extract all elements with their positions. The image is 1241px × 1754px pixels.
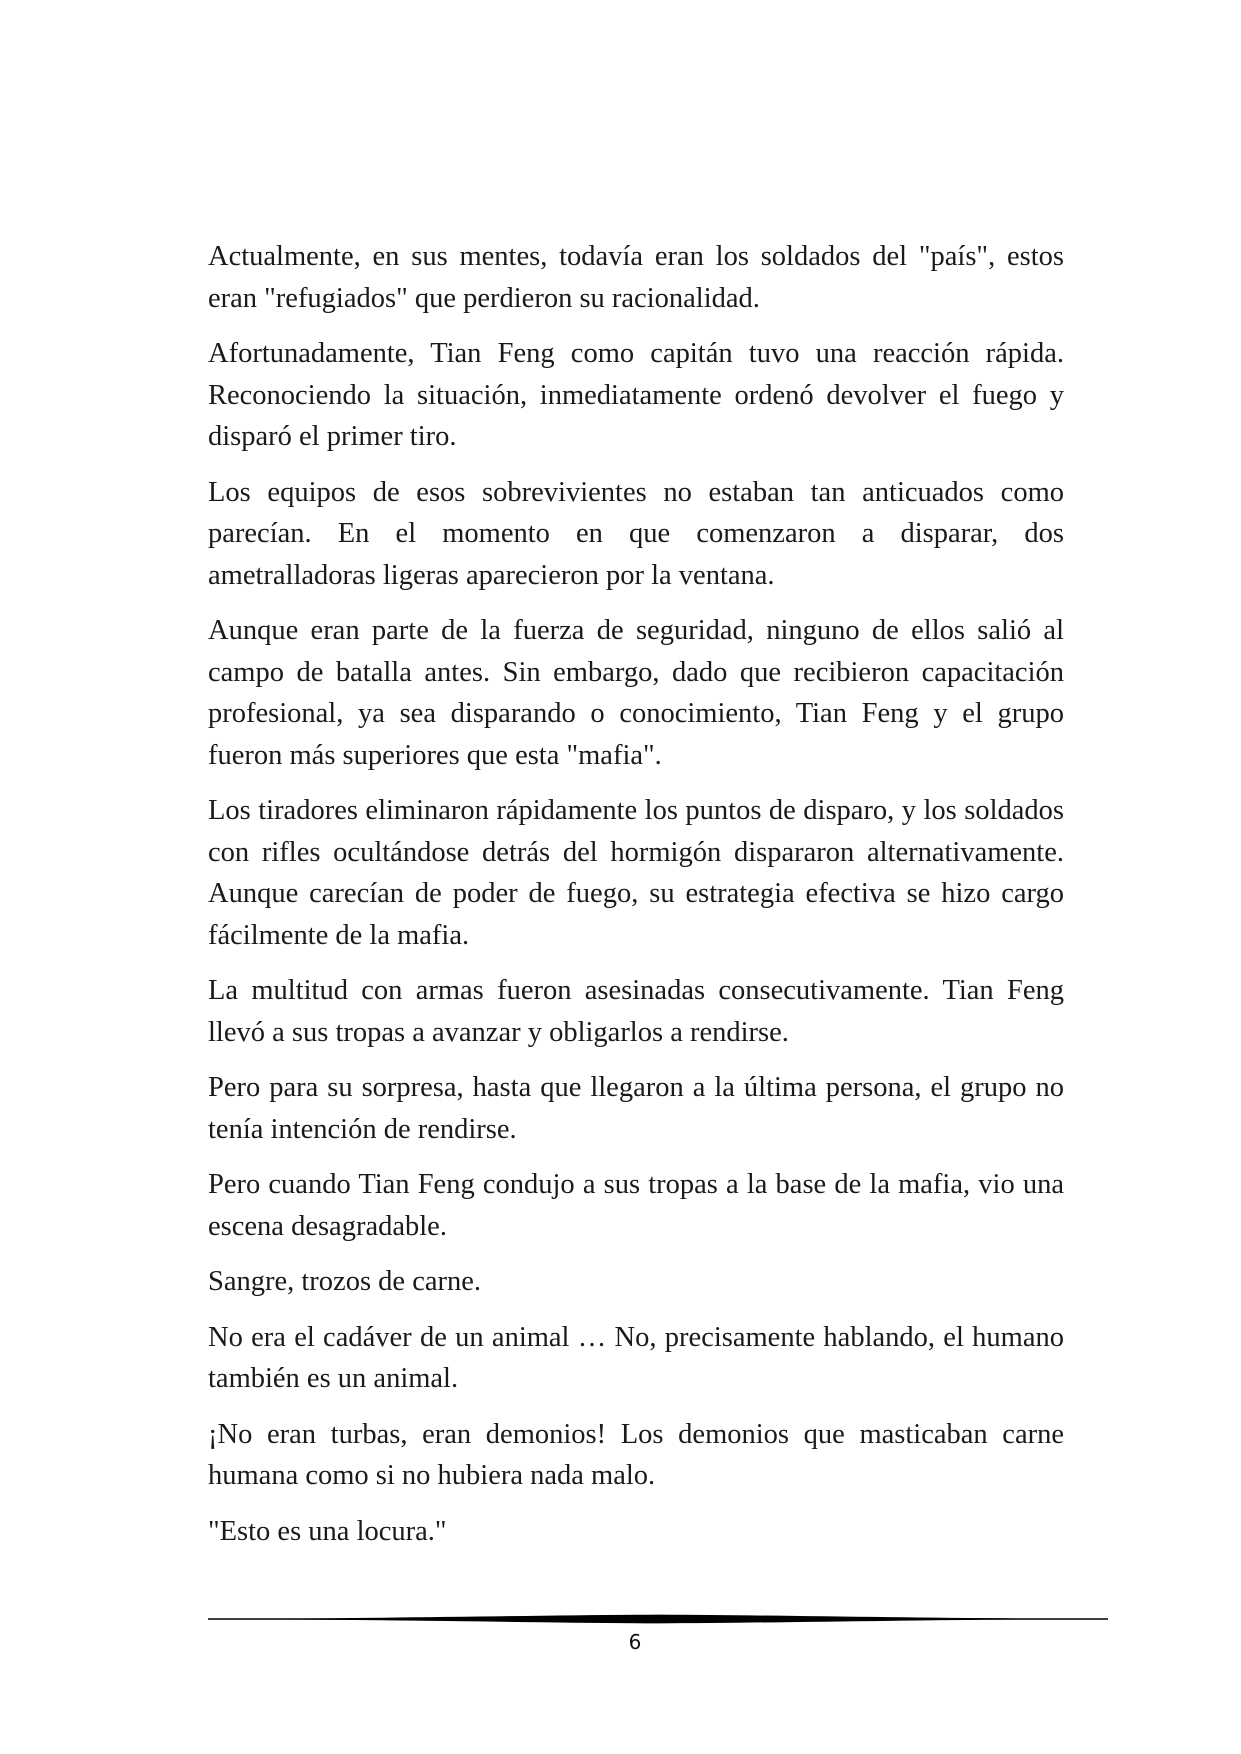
footer-divider	[208, 1612, 1108, 1626]
paragraph: Afortunadamente, Tian Feng como capitán tuvo una reacción rápida. Reconociendo la situación, inmediatamente ordenó devolver el fuego y disparó el primer tiro.	[208, 338, 1064, 452]
paragraph: Actualmente, en sus mentes, todavía eran los soldados del "país", estos eran "refugiados" que perdieron su racionalidad.	[208, 241, 1064, 314]
body-text	[208, 236, 1064, 1566]
paragraph: No era el cadáver de un animal … No, precisamente hablando, el humano también es un animal.	[208, 1321, 1064, 1394]
paragraph: Los equipos de esos sobrevivientes no estaban tan anticuados como parecían. En el momento en que comenzaron a disparar, dos ametralladoras ligeras aparecieron por la ventana.	[208, 476, 1064, 591]
paragraph: Sangre, trozos de carne.	[208, 1266, 482, 1297]
paragraph: La multitud con armas fueron asesinadas consecutivamente. Tian Feng llevó a sus tropas a avanzar y obligarlos a rendirse.	[208, 975, 1064, 1048]
paragraph: Aunque eran parte de la fuerza de seguridad, ninguno de ellos salió al campo de batalla antes. Sin embargo, dado que recibieron capacitación profesional, ya sea disparando o conocimiento, Tian Feng y el grupo fueron más superiores que esta "mafia".	[208, 615, 1064, 771]
paragraph: Pero cuando Tian Feng condujo a sus tropas a la base de la mafia, vio una escena desagradable.	[208, 1169, 1064, 1242]
page-number: 6	[628, 1630, 642, 1654]
paragraph: "Esto es una locura."	[208, 1515, 447, 1547]
paragraph: ¡No eran turbas, eran demonios! Los demonios que masticaban carne humana como si no hubiera nada malo.	[208, 1418, 1064, 1491]
paragraph: Los tiradores eliminaron rápidamente los puntos de disparo, y los soldados con rifles ocultándose detrás del hormigón dispararon alternativamente. Aunque carecían de poder de fuego, su estrategia efectiva se hizo cargo fácilmente de la mafia.	[208, 795, 1064, 951]
paragraph: Pero para su sorpresa, hasta que llegaron a la última persona, el grupo no tenía intención de rendirse.	[208, 1072, 1064, 1145]
